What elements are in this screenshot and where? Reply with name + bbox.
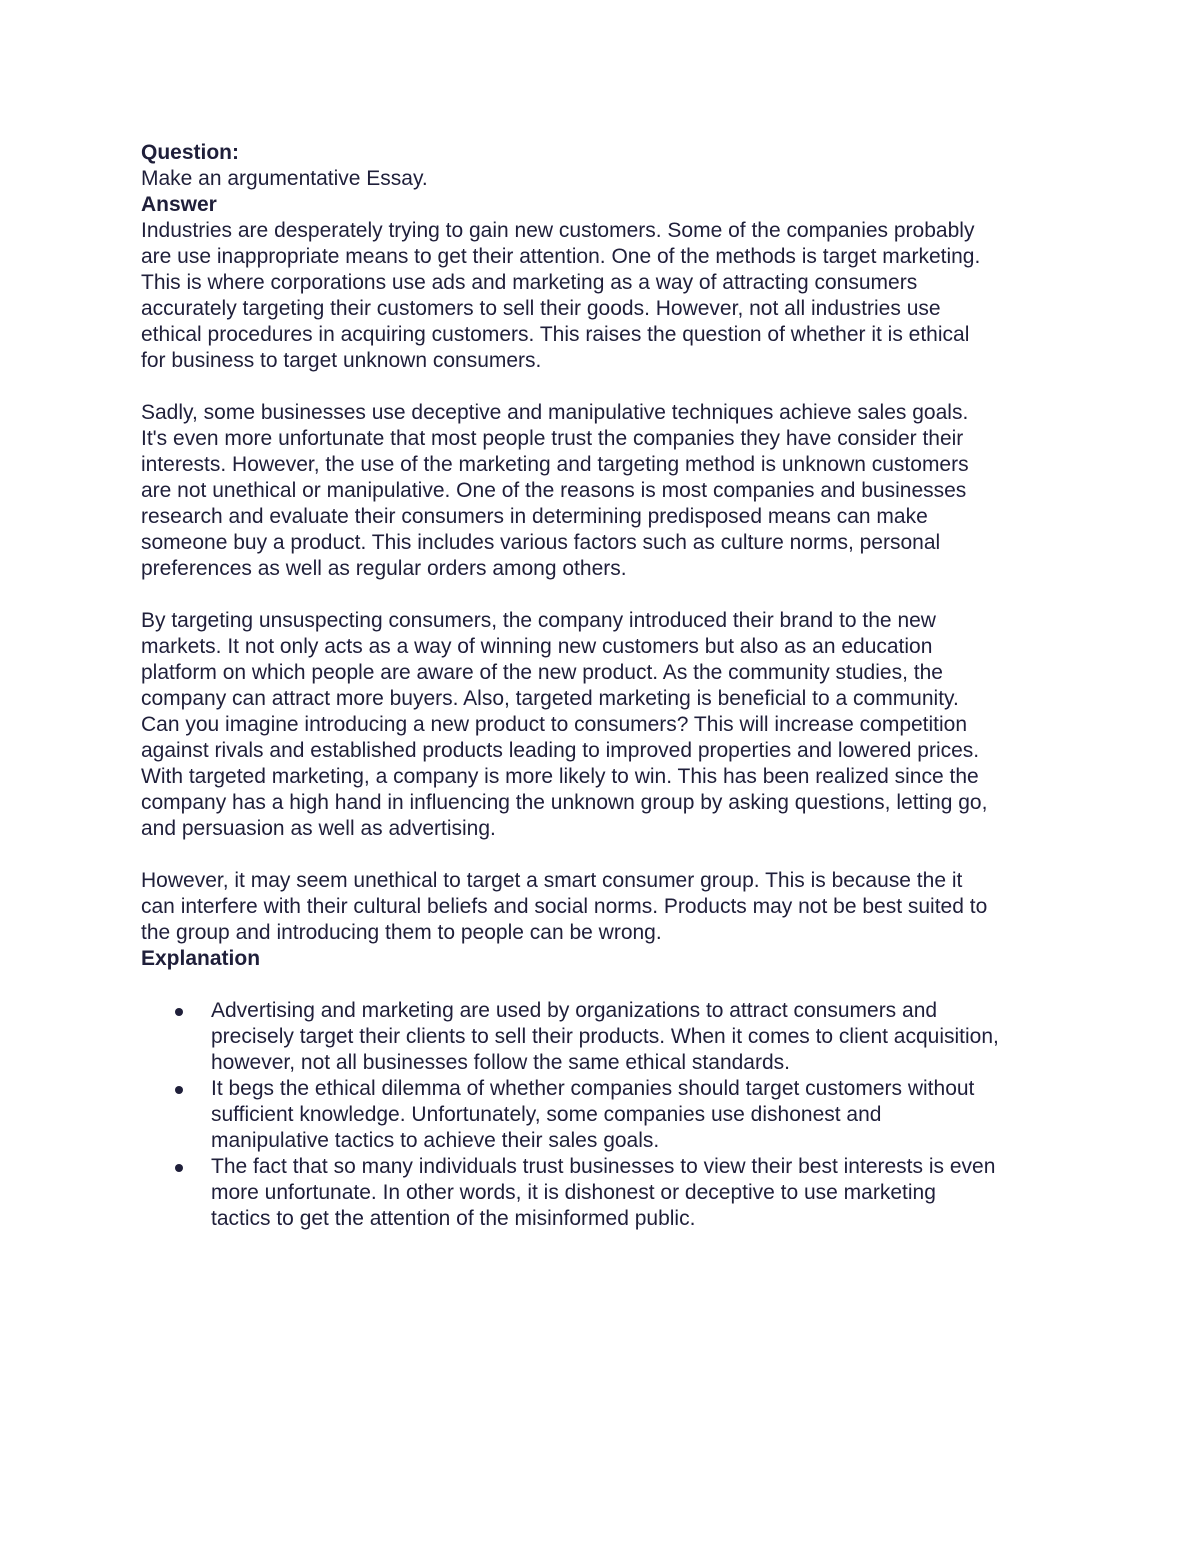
answer-paragraph-1 [141,218,1066,374]
text-line: sufficient knowledge. Unfortunately, some companies use dishonest and [211,1103,882,1126]
text-line: accurately targeting their customers to sell their goods. However, not all industries use [141,297,941,320]
list-item [141,1154,1066,1232]
answer-heading: Answer [141,193,217,216]
text-line: interests. However, the use of the marketing and targeting method is unknown customers [141,453,969,476]
text-line: someone buy a product. This includes various factors such as culture norms, personal [141,531,941,554]
text-line: markets. It not only acts as a way of winning new customers but also as an education [141,635,933,658]
text-line: It's even more unfortunate that most people trust the companies they have consider their [141,427,964,450]
text-line: and persuasion as well as advertising. [141,817,496,840]
bullet-icon [175,1164,183,1172]
question-heading: Question: [141,141,239,164]
text-line: precisely target their clients to sell their products. When it comes to client acquisition, [211,1025,999,1048]
text-line: tactics to get the attention of the misinformed public. [211,1207,696,1230]
text-line: It begs the ethical dilemma of whether companies should target customers without [211,1077,975,1100]
answer-body [141,218,1066,946]
text-line: This is where corporations use ads and marketing as a way of attracting consumers [141,271,918,294]
text-line: ethical procedures in acquiring customers. This raises the question of whether it is ethical [141,323,970,346]
text-line: for business to target unknown consumers. [141,349,542,372]
text-line: company has a high hand in influencing the unknown group by asking questions, letting go, [141,791,988,814]
answer-paragraph-2 [141,400,1066,582]
text-line: manipulative tactics to achieve their sales goals. [211,1129,660,1152]
text-line: more unfortunate. In other words, it is dishonest or deceptive to use marketing [211,1181,936,1204]
text-line: are use inappropriate means to get their attention. One of the methods is target marketing. [141,245,981,268]
text-line: research and evaluate their consumers in determining predisposed means can make [141,505,928,528]
text-line: With targeted marketing, a company is more likely to win. This has been realized since the [141,765,979,788]
text-line: however, not all businesses follow the same ethical standards. [211,1051,790,1074]
bullet-icon [175,1086,183,1094]
answer-paragraph-4 [141,868,1066,946]
document-page [141,140,1066,1232]
text-line: Advertising and marketing are used by organizations to attract consumers and [211,999,938,1022]
explanation-heading: Explanation [141,947,261,970]
question-text: Make an argumentative Essay. [141,167,428,190]
text-line: Sadly, some businesses use deceptive and manipulative techniques achieve sales goals. [141,401,969,424]
bullet-icon [175,1008,183,1016]
explanation-list [141,998,1066,1232]
text-line: against rivals and established products leading to improved properties and lowered prices. [141,739,980,762]
text-line: platform on which people are aware of the new product. As the community studies, the [141,661,943,684]
text-line: company can attract more buyers. Also, targeted marketing is beneficial to a community. [141,687,959,710]
text-line: By targeting unsuspecting consumers, the company introduced their brand to the new [141,609,936,632]
list-item [141,998,1066,1076]
text-line: can interfere with their cultural beliefs and social norms. Products may not be best suited to [141,895,988,918]
list-item [141,1076,1066,1154]
text-line: are not unethical or manipulative. One of the reasons is most companies and businesses [141,479,967,502]
text-line: Industries are desperately trying to gain new customers. Some of the companies probably [141,219,975,242]
text-line: Can you imagine introducing a new product to consumers? This will increase competition [141,713,968,736]
answer-paragraph-3 [141,608,1066,842]
text-line: However, it may seem unethical to target a smart consumer group. This is because the it [141,869,963,892]
text-line: the group and introducing them to people can be wrong. [141,921,662,944]
text-line: preferences as well as regular orders among others. [141,557,627,580]
text-line: The fact that so many individuals trust businesses to view their best interests is even [211,1155,996,1178]
